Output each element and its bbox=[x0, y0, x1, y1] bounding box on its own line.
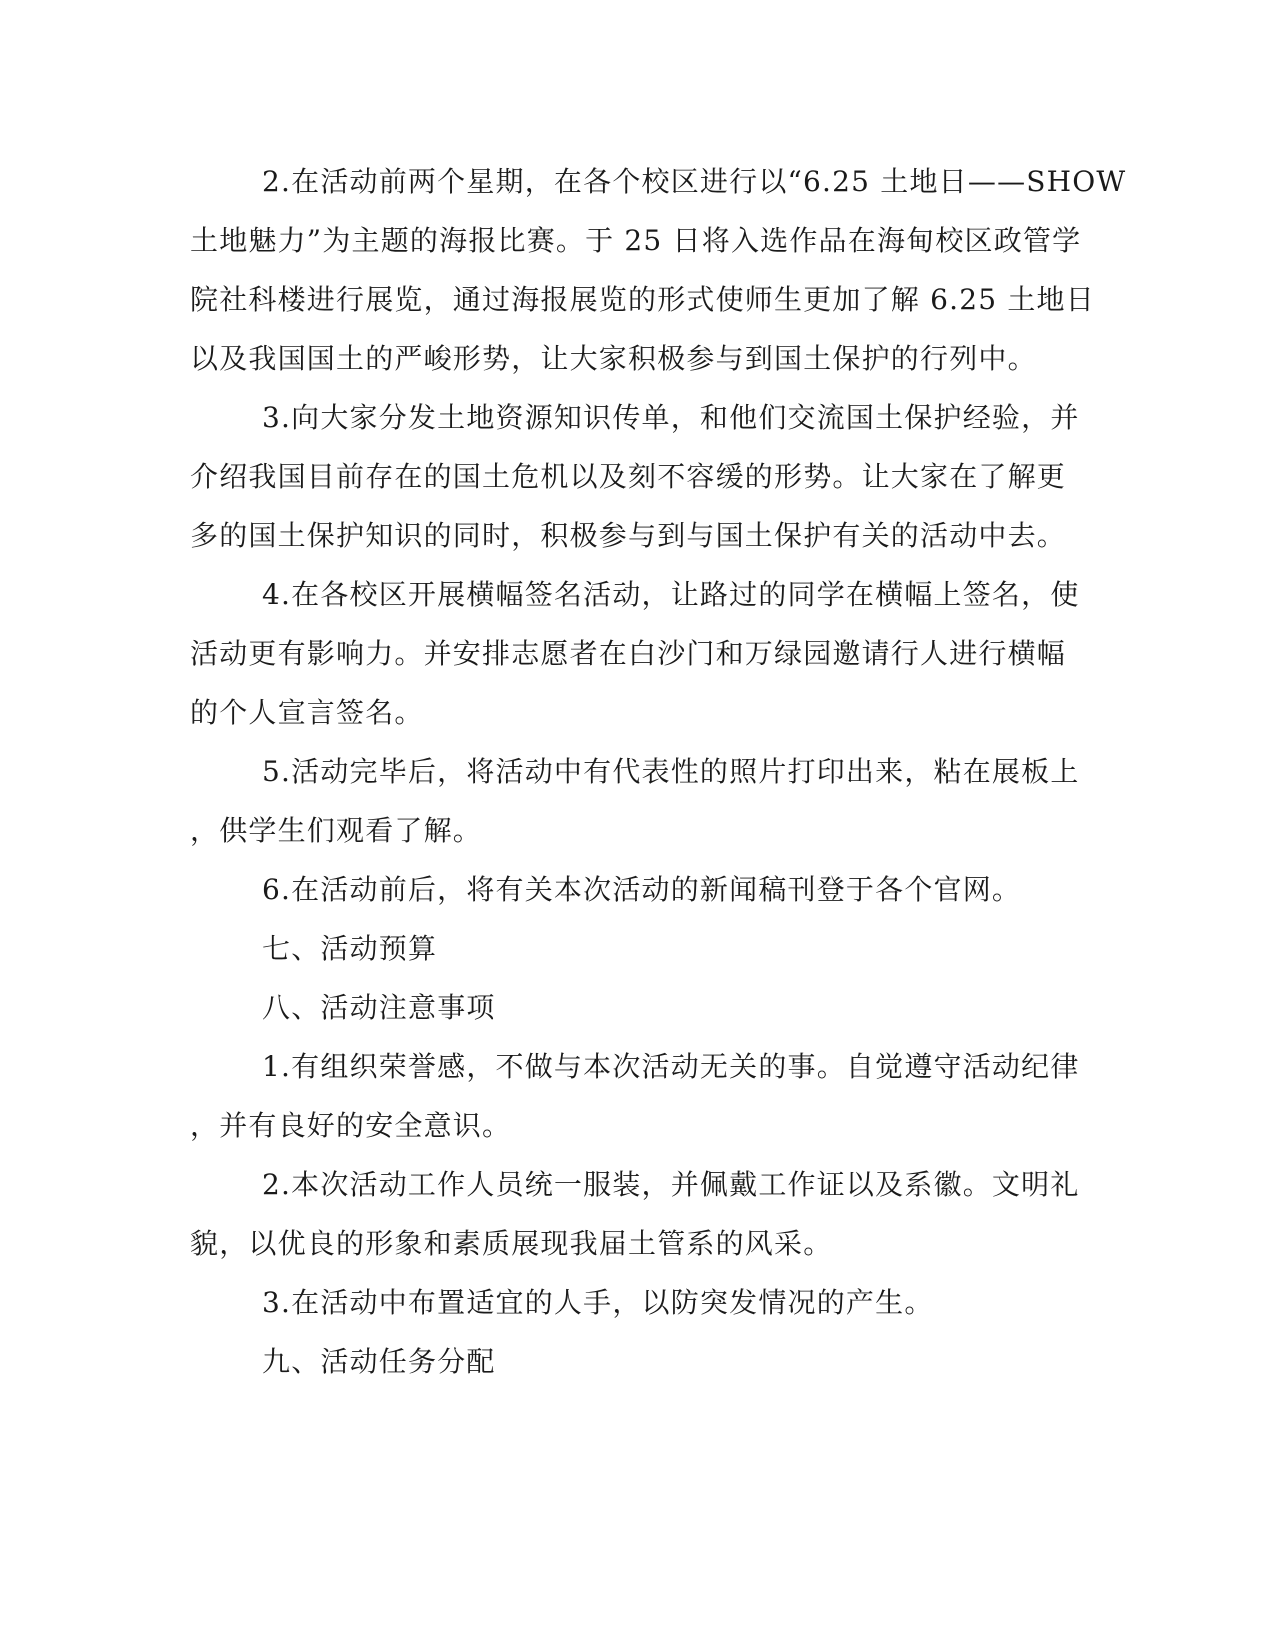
section-heading-tasks: 九、活动任务分配 bbox=[262, 1345, 496, 1378]
paragraph-3-line-1: 3.向大家分发土地资源知识传单，和他们交流国土保护经验，并 bbox=[262, 401, 1080, 434]
paragraph-4-line-2: 活动更有影响力。并安排志愿者在白沙门和万绿园邀请行人进行横幅 bbox=[190, 637, 1067, 670]
paragraph-5-line-1: 5.活动完毕后，将活动中有代表性的照片打印出来，粘在展板上 bbox=[262, 755, 1080, 788]
note-2-line-1: 2.本次活动工作人员统一服装，并佩戴工作证以及系徽。文明礼 bbox=[262, 1168, 1080, 1201]
section-heading-notes: 八、活动注意事项 bbox=[262, 991, 496, 1024]
paragraph-2-line-4: 以及我国国土的严峻形势，让大家积极参与到国土保护的行列中。 bbox=[190, 342, 1037, 375]
paragraph-3-line-3: 多的国土保护知识的同时，积极参与到与国土保护有关的活动中去。 bbox=[190, 519, 1067, 552]
note-3-line-1: 3.在活动中布置适宜的人手，以防突发情况的产生。 bbox=[262, 1286, 934, 1319]
note-2-line-2: 貌，以优良的形象和素质展现我届土管系的风采。 bbox=[190, 1227, 833, 1260]
paragraph-6-line-1: 6.在活动前后，将有关本次活动的新闻稿刊登于各个官网。 bbox=[262, 873, 1022, 906]
paragraph-2-line-2: 土地魅力”为主题的海报比赛。于 25 日将入选作品在海甸校区政管学 bbox=[190, 224, 1082, 257]
paragraph-5-line-2: ，供学生们观看了解。 bbox=[190, 814, 483, 847]
note-1-line-2: ，并有良好的安全意识。 bbox=[190, 1109, 512, 1142]
paragraph-2-line-1: 2.在活动前两个星期，在各个校区进行以“6.25 土地日——SHOW bbox=[262, 165, 1127, 198]
paragraph-2-line-3: 院社科楼进行展览，通过海报展览的形式使师生更加了解 6.25 土地日 bbox=[190, 283, 1095, 316]
paragraph-3-line-2: 介绍我国目前存在的国土危机以及刻不容缓的形势。让大家在了解更 bbox=[190, 460, 1067, 493]
note-1-line-1: 1.有组织荣誉感，不做与本次活动无关的事。自觉遵守活动纪律 bbox=[262, 1050, 1080, 1083]
section-heading-budget: 七、活动预算 bbox=[262, 932, 438, 965]
paragraph-4-line-1: 4.在各校区开展横幅签名活动，让路过的同学在横幅上签名，使 bbox=[262, 578, 1080, 611]
paragraph-4-line-3: 的个人宣言签名。 bbox=[190, 696, 424, 729]
